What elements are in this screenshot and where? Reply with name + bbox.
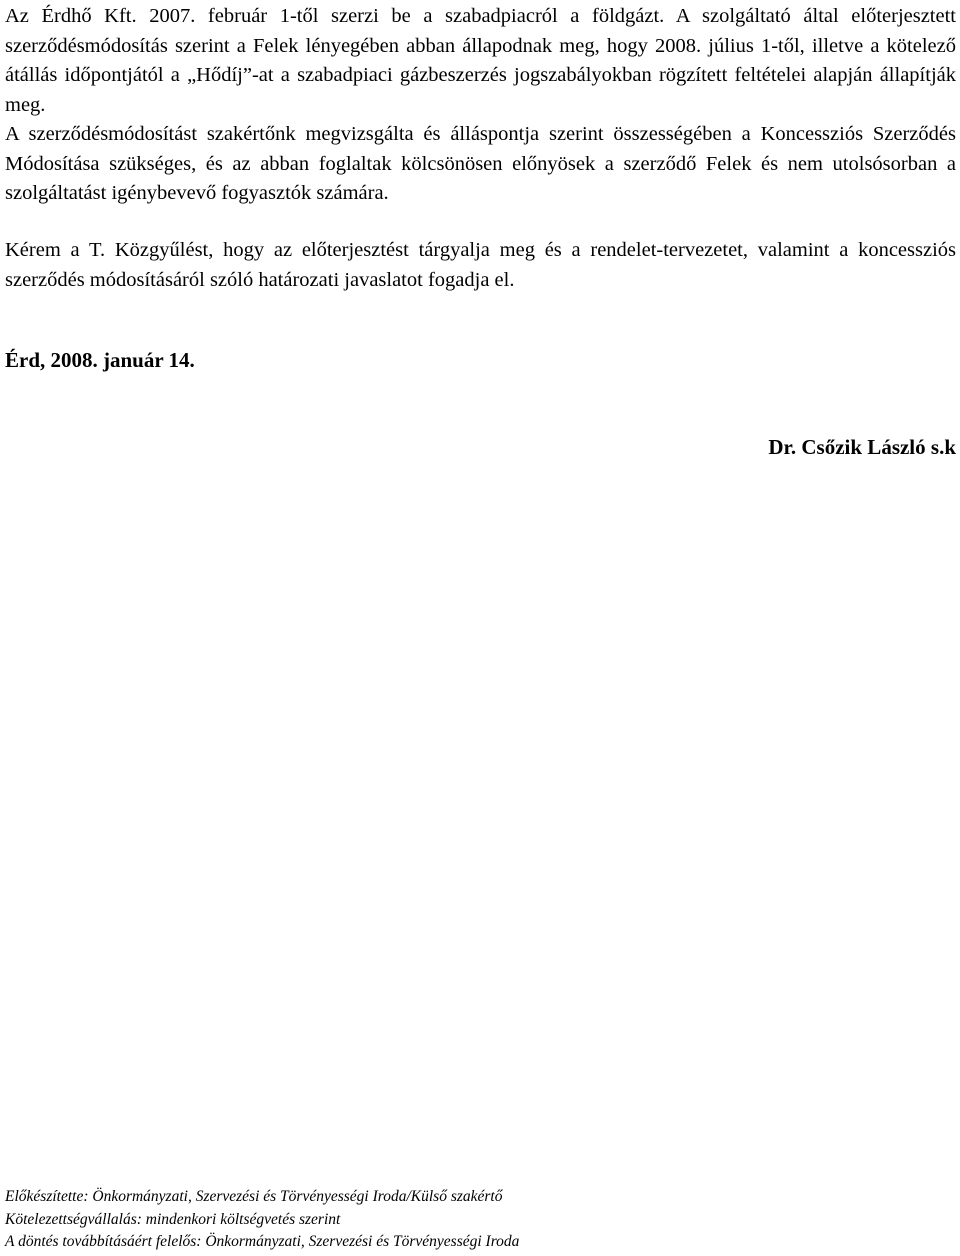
footer-responsible: A döntés továbbításáért felelős: Önkormányzati, Szervezési és Törvényességi Iroda xyxy=(5,1233,520,1250)
body-paragraph-expert-opinion: A szerződésmódosítást szakértőnk megvizsgálta és álláspontja szerint összességében a Koncessziós Szerződés Módosítása szükséges, és az abban foglaltak kölcsönösen előnyösek a szerződő Felek és nem utolsósorban a szolgáltatást igénybevevő fogyasztók számára. xyxy=(5,123,956,205)
signature: Dr. Csőzik László s.k xyxy=(768,435,956,459)
date-line: Érd, 2008. január 14. xyxy=(5,348,195,372)
body-paragraph-supplier: Az Érdhő Kft. 2007. február 1-től szerzi be a szabadpiacról a földgázt. A szolgáltató által előterjesztett szerződésmódosítás szerint a Felek lényegében abban állapodnak meg, hogy 2008. július 1-től, illetve a kötelező átállás időpontjától a „Hődíj”-at a szabadpiaci gázbeszerzés jogszabályokban rögzített feltételei alapján állapítják meg. xyxy=(5,5,956,116)
footer-preparer: Előkészítette: Önkormányzati, Szervezési és Törvényességi Iroda/Külső szakértő xyxy=(5,1188,503,1205)
footer xyxy=(5,1186,955,1254)
footer-commitment: Kötelezettségvállalás: mindenkori költségvetés szerint xyxy=(5,1210,341,1228)
body-paragraph-request: Kérem a T. Közgyűlést, hogy az előterjesztést tárgyalja meg és a rendelet-tervezetet, valamint a koncessziós szerződés módosításáról szóló határozati javaslatot fogadja el. xyxy=(5,239,956,291)
